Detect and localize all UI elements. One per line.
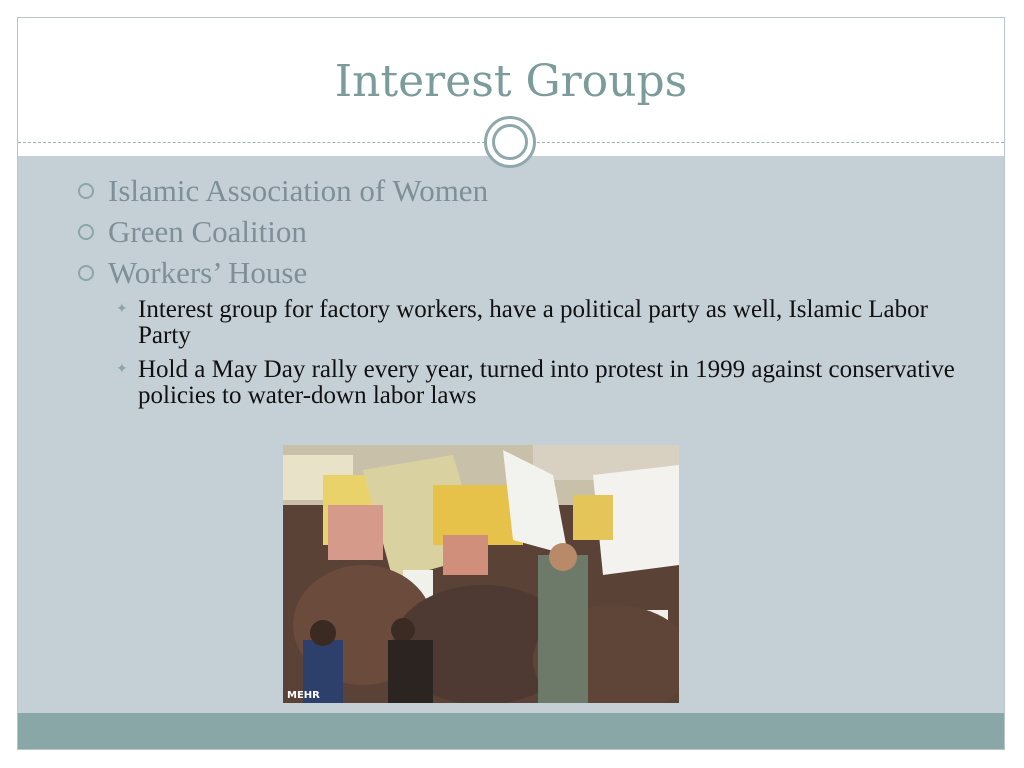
photo-watermark: MEHR bbox=[287, 690, 320, 701]
sub-bullet-list bbox=[116, 297, 976, 409]
sub-bullet-text: Hold a May Day rally every year, turned into protest in 1999 against conservative policies to water-down labor laws bbox=[138, 356, 955, 409]
hollow-circle-icon bbox=[78, 265, 94, 281]
sub-bullet-item bbox=[116, 357, 976, 409]
hollow-circle-icon bbox=[78, 224, 94, 240]
slide bbox=[17, 17, 1005, 750]
hollow-circle-icon bbox=[78, 183, 94, 199]
star-icon: ✦ bbox=[116, 302, 128, 317]
bullet-item bbox=[76, 170, 976, 211]
sub-bullet-text: Interest group for factory workers, have a political party as well, Islamic Labor Party bbox=[138, 296, 928, 349]
bullet-text: Green Coalition bbox=[108, 214, 307, 249]
bullet-text: Islamic Association of Women bbox=[108, 173, 489, 208]
protest-photo bbox=[283, 445, 679, 703]
sub-bullet-item bbox=[116, 297, 976, 349]
bullet-item bbox=[76, 252, 976, 293]
bullet-list bbox=[76, 170, 976, 417]
double-ring-icon bbox=[484, 116, 536, 168]
slide-title: Interest Groups bbox=[334, 56, 688, 107]
bullet-item bbox=[76, 211, 976, 252]
photo-illustration bbox=[283, 445, 679, 703]
bullet-text: Workers’ House bbox=[108, 255, 308, 290]
footer-bar bbox=[18, 713, 1004, 749]
star-icon: ✦ bbox=[116, 362, 128, 377]
